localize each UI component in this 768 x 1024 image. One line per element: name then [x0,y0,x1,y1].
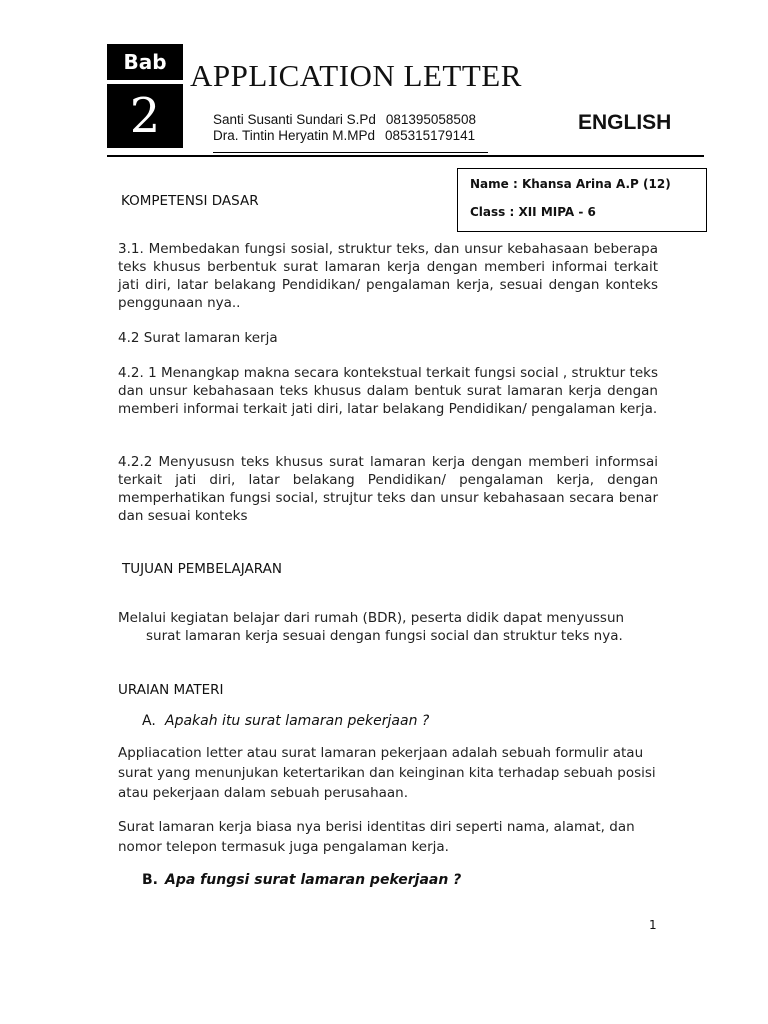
header-divider [107,155,704,157]
student-info-box [457,168,707,232]
author-underline [213,152,488,153]
kompetensi-paragraph: 4.2.2 Menyususn teks khusus surat lamaran kerja dengan memberi informsai terkait jati diri, latar belakang Pendidikan/ pengalaman kerja, dengan memperhatikan fungsi social, strujtur teks dan unsur kebahasaan secara benar dan sesuai konteks [118,454,658,524]
author-name: Dra. Tintin Heryatin M.MPd [213,128,376,143]
kompetensi-paragraph: 4.2. 1 Menangkap makna secara kontekstual terkait fungsi social , struktur teks dan unsur kebahasaan teks khusus dalam bentuk surat lamaran kerja dengan memberi informai terkait jati diri, latar belakang Pendidikan/ pengalaman kerja. [118,365,658,417]
question-text: Apa fungsi surat lamaran pekerjaan ? [165,872,462,888]
student-name: Name : Khansa Arina A.P (12) [470,177,671,191]
question-marker: B. [142,872,158,888]
student-class: Class : XII MIPA - 6 [470,205,596,219]
question-text: Apakah itu surat lamaran pekerjaan ? [165,713,430,729]
chapter-number: 2 [129,88,161,144]
author-line-2 [213,128,475,143]
kompetensi-heading: KOMPETENSI DASAR [121,193,259,209]
uraian-heading: URAIAN MATERI [118,682,224,698]
chapter-number-box [107,84,183,148]
document-title: APPLICATION LETTER [190,58,522,93]
chapter-label-box [107,44,183,80]
question-b [142,872,461,888]
kompetensi-paragraph: 3.1. Membedakan fungsi sosial, struktur teks, dan unsur kebahasaan beberapa teks khusus berbentuk surat lamaran kerja dengan memberi informai terkait jati diri, latar belakang Pendidikan/ pengalaman kerja, sesuai dengan konteks penggunaan nya.. [118,241,658,311]
author-name: Santi Susanti Sundari S.Pd [213,112,376,127]
tujuan-line-1: Melalui kegiatan belajar dari rumah (BDR), peserta didik dapat menyussun [118,610,625,626]
author-phone: 081395058508 [385,112,476,127]
body-paragraph: Appliacation letter atau surat lamaran pekerjaan adalah sebuah formulir atau surat yang menunjukan ketertarikan dan keinginan kita terhadap sebuah posisi atau pekerjaan dalam sebuah perusahaan. [118,745,656,801]
author-phone: 085315179141 [385,128,476,143]
tujuan-paragraph [118,609,658,645]
chapter-label: Bab [123,50,167,74]
kompetensi-paragraph: 4.2 Surat lamaran kerja [118,330,278,346]
tujuan-heading: TUJUAN PEMBELAJARAN [122,561,282,577]
question-a [142,713,429,729]
subject-label: ENGLISH [578,111,672,134]
body-paragraph: Surat lamaran kerja biasa nya berisi identitas diri seperti nama, alamat, dan nomor telepon termasuk juga pengalaman kerja. [118,819,635,855]
tujuan-line-2: surat lamaran kerja sesuai dengan fungsi social dan struktur teks nya. [146,628,623,644]
author-line-1 [213,112,476,127]
page-number: 1 [649,918,657,932]
question-marker: A. [142,713,156,729]
